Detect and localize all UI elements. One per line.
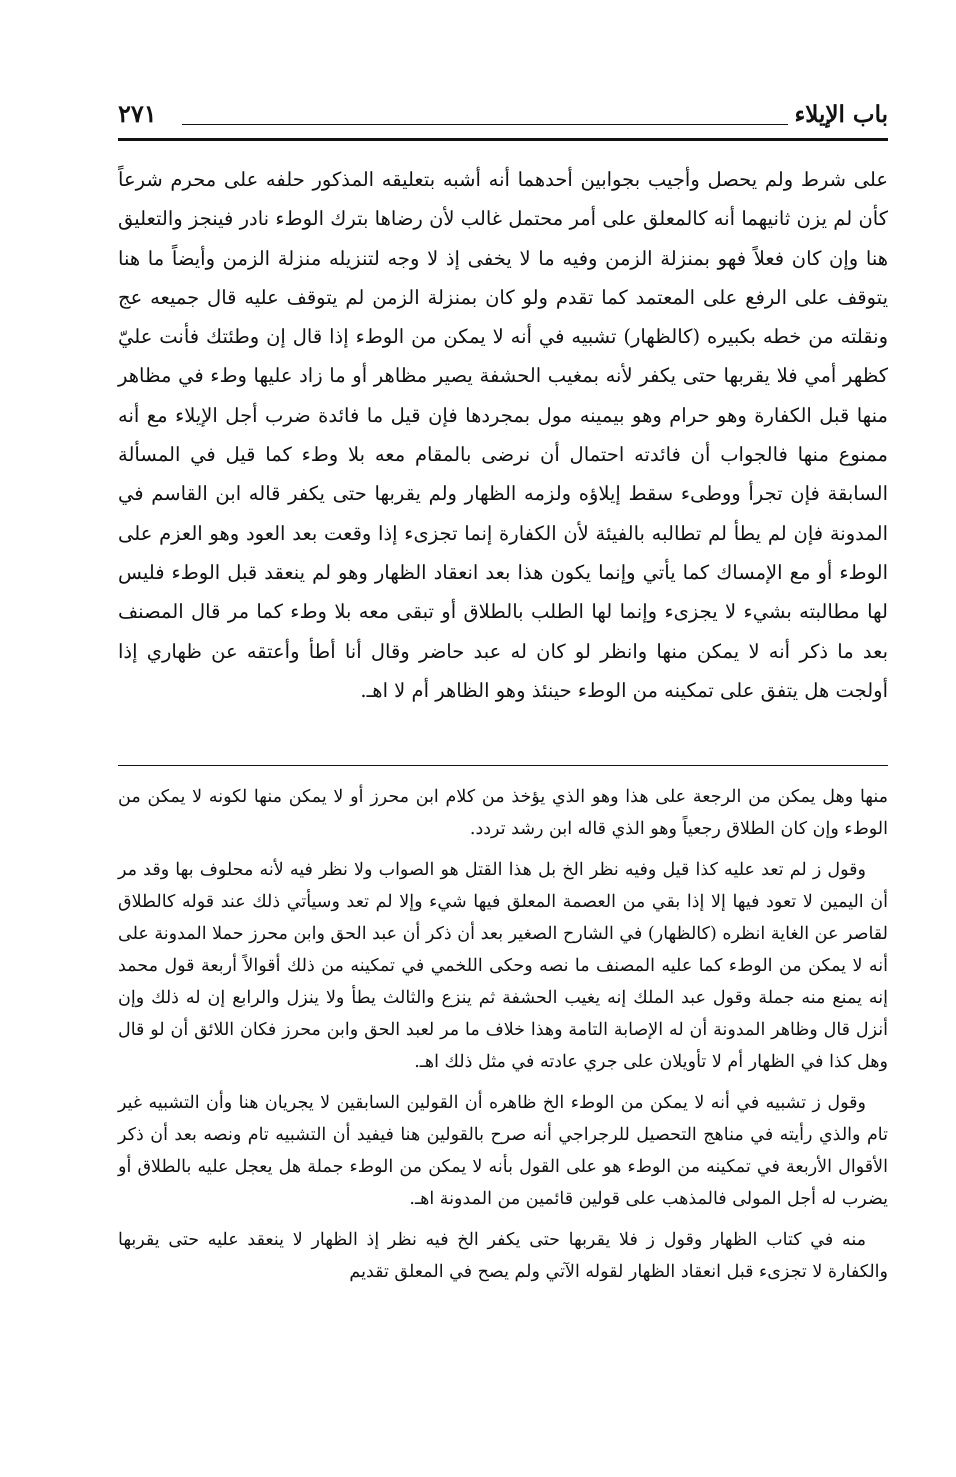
header-rule xyxy=(118,138,888,141)
page-number: ٢٧١ xyxy=(118,99,157,128)
footnote-paragraph: وقول ز تشبيه في أنه لا يمكن من الوطء الخ ظاهره أن القولين السابقين لا يجريان هنا وأن التشبيه غير تام والذي رأيته في مناهج التحصيل للرجراجي أنه صرح بالقولين هنا فيفيد أن التشبيه تام ونصه بعد أن ذكر الأقوال الأربعة في تمكينه من الوطء هو على القول بأنه لا يمكن من الوطء جملة هل يعجل عليه بالطلاق أو يضرب له أجل المولى فالمذهب على قولين قائمين من المدونة اهـ. xyxy=(118,1093,888,1209)
main-text xyxy=(118,160,888,710)
page-header xyxy=(118,88,888,138)
footnote-paragraph: وقول ز لم تعد عليه كذا قيل وفيه نظر الخ بل هذا القتل هو الصواب ولا نظر فيه لأنه محلوف بها وقد مر أن اليمين لا تعود فيها إلا إذا بقي من العصمة المعلق فيها شيء وإلا لم تعد وسيأتي ذلك عند قوله كالطلاق لقاصر عن الغاية انظره (كالظهار) في الشارح الصغير بعد أن ذكر أن عبد الحق وابن محرز حملا المدونة على أنه لا يمكن من الوطء كما عليه المصنف ما نصه وحكى اللخمي في تمكينه من ذلك أقوالاً أربعة قول محمد إنه يمنع منه جملة وقول عبد الملك إنه يغيب الحشفة ثم ينزع والثالث يطأ ولا ينزل والرابع إن له ذلك وإن أنزل قال وظاهر المدونة أن له الإصابة التامة وهذا خلاف ما مر لعبد الحق وابن محرز فكان اللائق أن لو قال وهل كذا في الظهار أم لا تأويلان على جري عادته في مثل ذلك اهـ. xyxy=(118,860,888,1072)
main-paragraph: على شرط ولم يحصل وأجيب بجوابين أحدهما أنه أشبه بتعليقه المذكور حلفه على محرم شرعاً كأن لم يزن ثانيهما أنه كالمعلق على أمر محتمل غالب لأن رضاها بترك الوطء نادر فينجز والتعليق هنا وإن كان فعلاً فهو بمنزلة الزمن وفيه ما لا يخفى إذ لا وجه لتنزيله منزلة الزمن وأيضاً ما هنا يتوقف على الرفع على المعتمد كما تقدم ولو كان بمنزلة الزمن لم يتوقف عليه قال جميعه عج ونقلته من خطه بكبيره (كالظهار) تشبيه في أنه لا يمكن من الوطء إذا قال إن وطئتك فأنت عليّ كظهر أمي فلا يقربها حتى يكفر لأنه بمغيب الحشفة يصير مظاهر أو ما زاد عليها وطء في مظاهر منها قبل الكفارة وهو حرام وهو بيمينه مول بمجردها فإن قيل ما فائدة ضرب أجل الإيلاء مع أنه ممنوع منها فالجواب أن فائدته احتمال أن نرضى بالمقام معه بلا وطء كما قيل في المسألة السابقة فإن تجرأ ووطىء سقط إيلاؤه ولزمه الظهار ولم يقربها حتى يكفر قاله ابن القاسم في المدونة فإن لم يطأ لم تطالبه بالفيئة لأن الكفارة إنما تجزىء إذا وقعت بعد العود وهو العزم على الوطء أو مع الإمساك كما يأتي وإنما يكون هذا بعد انعقاد الظهار وهو لم ينعقد قبل الوطء فليس لها مطالبته بشيء لا يجزىء وإنما لها الطلب بالطلاق أو تبقى معه بلا وطء كما مر قال المصنف بعد ما ذكر أنه لا يمكن منها وانظر لو كان له عبد حاضر وقال أنا أطأ وأعتقه عن ظهاري إذا أولجت هل يتفق على تمكينه من الوطء حينئذ وهو الظاهر أم لا اهـ. xyxy=(118,168,888,702)
running-title: باب الإيلاء xyxy=(794,101,888,128)
footnote-paragraph: منها وهل يمكن من الرجعة على هذا وهو الذي يؤخذ من كلام ابن محرز أو لا يمكن منها لكونه لا يمكن من الوطء وإن كان الطلاق رجعياً وهو الذي قاله ابن رشد تردد. xyxy=(118,787,888,839)
book-page xyxy=(118,88,888,1448)
footnotes-divider xyxy=(118,765,888,766)
header-dash-line xyxy=(182,124,788,125)
footnotes xyxy=(118,781,888,1297)
footnote-paragraph: منه في كتاب الظهار وقول ز فلا يقربها حتى يكفر الخ فيه نظر إذ الظهار لا ينعقد عليه حتى يقربها والكفارة لا تجزىء قبل انعقاد الظهار لقوله الآتي ولم يصح في المعلق تقديم xyxy=(118,1230,888,1282)
